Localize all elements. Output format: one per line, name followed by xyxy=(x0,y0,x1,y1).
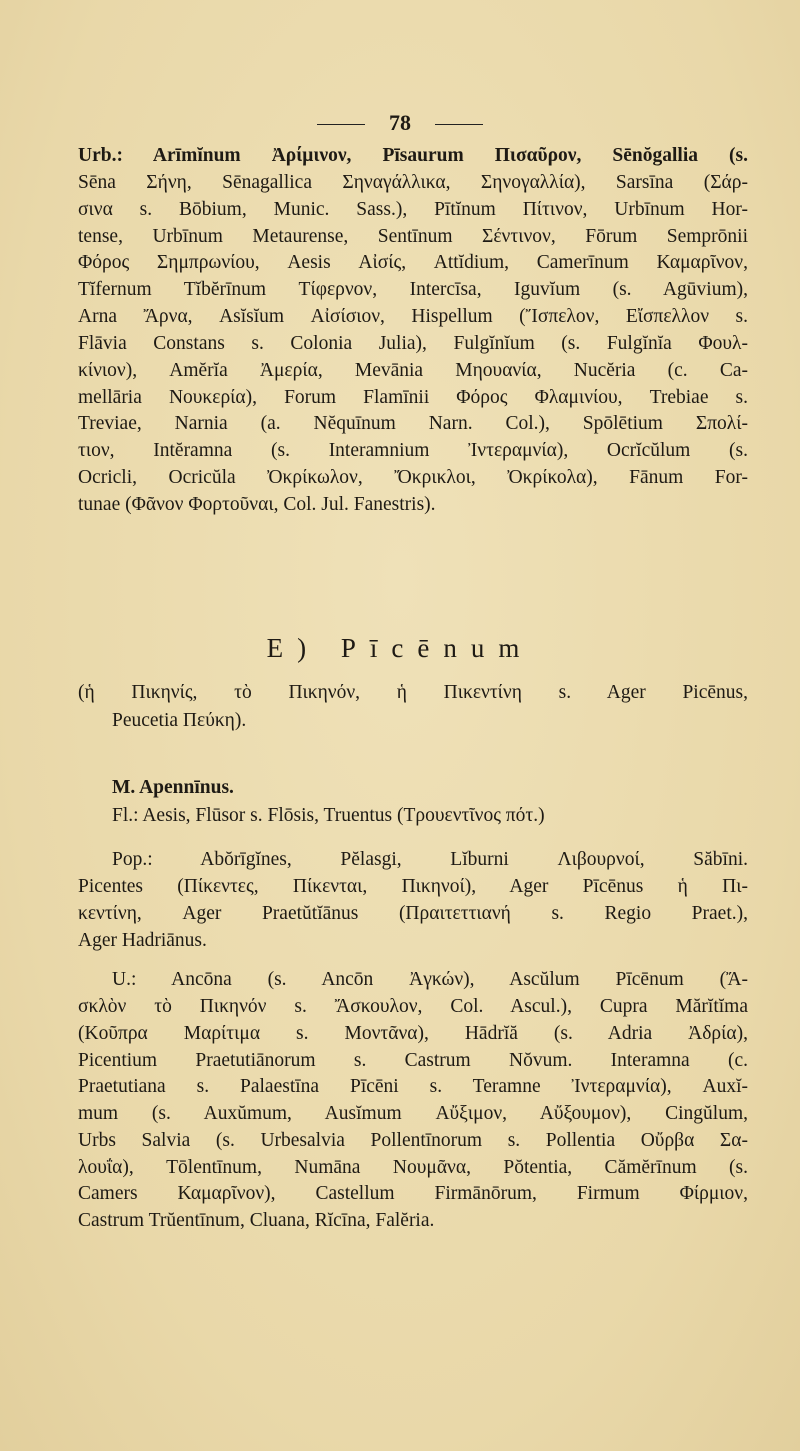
page-number xyxy=(0,110,800,136)
text-line: Pop.: Abŏrīgĭnes, Pĕlasgi, Lĭburni Λιβουρνοί, Săbīni. xyxy=(112,849,748,870)
text-line: Urb.: Arīmĭnum Ἀρίμινον, Pīsaurum Πισαῦρον, Sēnŏgallia (s. xyxy=(78,145,748,166)
text-line: mellāria Νουκερία), Forum Flamīnii Φόρος Φλαμινίου, Trebiae s. xyxy=(78,387,748,408)
dash-left xyxy=(317,124,365,125)
text-line: Sēna Σήνη, Sēnagallica Σηναγάλλικα, Σηνογαλλία), Sarsīna (Σάρ- xyxy=(78,172,748,193)
text-line: Ocricli, Ocricŭla Ὀκρίκωλον, Ὄκρικλοι, Ὀκρίκολα), Fānum For- xyxy=(78,467,748,488)
text-line: λουΐα), Tōlentīnum, Numāna Νουμᾶνα, Pŏtentia, Cămĕrīnum (s. xyxy=(78,1157,748,1178)
text-line: Castrum Trŭentīnum, Cluana, Rĭcīna, Falĕria. xyxy=(78,1210,435,1231)
text-line: Picentes (Πίκεντες, Πίκενται, Πικηνοί), Ager Pīcēnus ἡ Πι- xyxy=(78,876,748,897)
text-line: Treviae, Narnia (a. Nĕquīnum Narn. Col.), Spōlētium Σπολί- xyxy=(78,413,748,434)
text-line: Praetutiana s. Palaestīna Pīcēni s. Teramne Ἰντεραμνία), Auxĭ- xyxy=(78,1076,748,1097)
text-line: Peucetia Πεύκη). xyxy=(112,710,247,731)
text-line: τιον, Intĕramna (s. Interamnium Ἰντεραμνία), Ocrĭcŭlum (s. xyxy=(78,440,748,461)
rivers-line: Fl.: Aesis, Flūsor s. Flōsis, Truentus (Τρουεντῖνος πότ.) xyxy=(112,805,545,826)
dash-right xyxy=(435,124,483,125)
text-line: Urbs Salvia (s. Urbesalvia Pollentīnorum s. Pollentia Οὔρβα Σα- xyxy=(78,1130,748,1151)
text-line: mum (s. Auxŭmum, Ausĭmum Αὔξιμον, Αὔξουμον), Cingŭlum, xyxy=(78,1103,748,1124)
text-line: Tĭfernum Tĭbĕrīnum Τίφερνον, Intercīsa, Iguvĭum (s. Agūvium), xyxy=(78,279,748,300)
text-line: tunae (Φᾶνον Φορτοῦναι, Col. Jul. Fanestris). xyxy=(78,494,436,515)
page-number-text: 78 xyxy=(389,110,411,135)
section-heading: E) Pīcēnum xyxy=(266,633,534,663)
mountains-line: M. Apennīnus. xyxy=(112,777,234,798)
text-line: Φόρος Σημπρωνίου, Aesis Αἰσίς, Attĭdium, Camerīnum Καμαρῖνον, xyxy=(78,252,748,273)
text-line: Arna Ἄρνα, Asĭsĭum Αἰσίσιον, Hispellum (Ἴσπελον, Εἴσπελλον s. xyxy=(78,306,748,327)
text-line: U.: Ancōna (s. Ancōn Ἀγκών), Ascŭlum Pīcēnum (Ἄ- xyxy=(112,969,748,990)
text-line: σκλὸν τὸ Πικηνόν s. Ἄσκουλον, Col. Ascul.), Cupra Mărĭtĭma xyxy=(78,996,748,1017)
text-line: Camers Καμαρῖνον), Castellum Firmānōrum, Firmum Φίρμιον, xyxy=(78,1183,748,1204)
text-line: (ἡ Πικηνίς, τὸ Πικηνόν, ἡ Πικεντίνη s. Ager Picēnus, xyxy=(78,682,748,703)
text-line: tense, Urbīnum Metaurense, Sentīnum Σέντινον, Fōrum Semprōnii xyxy=(78,226,748,247)
text-line: κεντίνη, Ager Praetŭtĭānus (Πραιτεττιανή s. Regio Praet.), xyxy=(78,903,748,924)
text-line: Ager Hadriānus. xyxy=(78,930,207,951)
text-line: (Κοῦπρα Μαρίτιμα s. Μοντᾶνα), Hādrĭă (s. Adria Ἀδρία), xyxy=(78,1023,748,1044)
text-line: κίνιον), Amĕrĭa Ἀμερία, Mevānia Μηουανία, Nucĕria (c. Ca- xyxy=(78,360,748,381)
text-line: Flāvia Constans s. Colonia Julia), Fulgĭnĭum (s. Fulgĭnĭa Φουλ- xyxy=(78,333,748,354)
text-line: σινα s. Bōbium, Munic. Sass.), Pītĭnum Πίτινον, Urbīnum Hor- xyxy=(78,199,748,220)
text-line: Picentium Praetutiānorum s. Castrum Nŏvum. Interamna (c. xyxy=(78,1050,748,1071)
